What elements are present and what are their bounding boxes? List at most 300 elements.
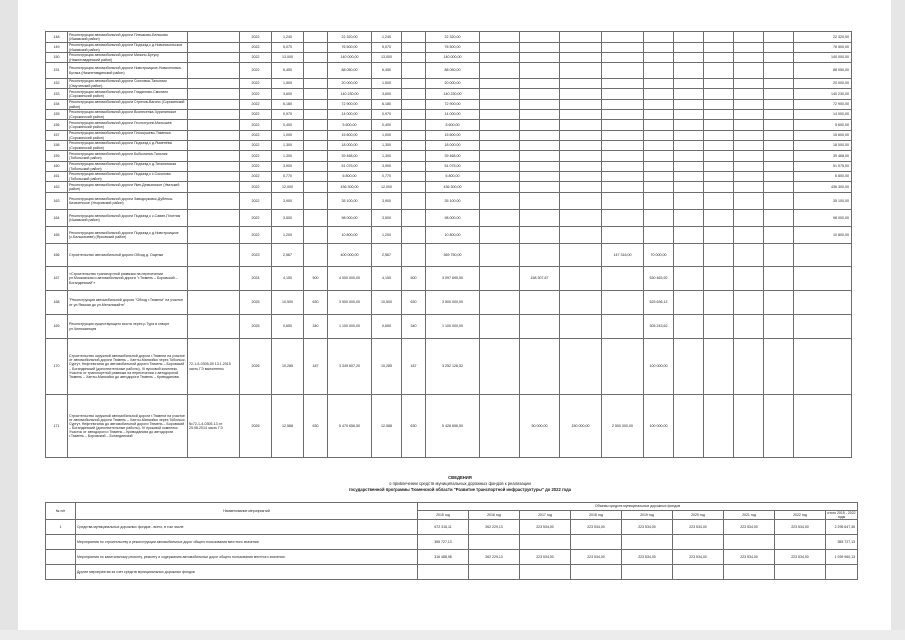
cell-empty-b [704,162,734,172]
cell-length-km-2: 0,770 [372,172,402,182]
cell-empty-c [734,79,764,89]
cell-empty-d [764,100,794,110]
cell-length-m: 500 [304,267,328,291]
cell-row-number: 157 [46,131,68,141]
cell-design-doc [188,131,240,141]
cell-empty-c [734,63,764,79]
cell-amount-a [520,315,560,339]
cell-empty-b [704,43,734,53]
summary-subtitle: о привлечении средств муниципальных дорожных фондов к реализации [389,481,531,486]
cell-length-m-2 [402,244,426,267]
cell-empty-c [734,120,764,131]
cell-amount-a [520,110,560,120]
cell-empty-d [764,395,794,458]
cell-length-km-2: 3,500 [372,210,402,227]
cell-empty-d [764,193,794,210]
summary-row-label: Другие мероприятия за счет средств муниципальных дорожных фондов [76,565,418,580]
cell-empty-d [764,141,794,151]
cell-amount-b [560,151,602,162]
cell-empty-a [480,210,520,227]
cell-amount-e [674,182,704,193]
cell-total: 88 050,00 [794,63,852,79]
cell-completion-year: 2022 [240,227,272,244]
project-row [46,120,852,131]
cell-amount-c [602,193,644,210]
cell-length-m [304,120,328,131]
cell-project-name: Реконструкция автомобильной дороги Подъезд к с.Савин-Плотник (Ишимский район) [68,210,188,227]
cell-financing: 369 750,00 [426,244,480,267]
cell-design-doc [188,172,240,182]
cell-length-m [304,32,328,43]
cell-financing: 3 097 695,50 [426,267,480,291]
cell-empty-a [480,141,520,151]
summary-year-header: 2017 год [520,511,571,520]
summary-row-number: 1 [46,520,76,535]
cell-empty-c [734,172,764,182]
cell-amount-b [560,315,602,339]
cell-amount-b [560,172,602,182]
cell-length-km: 6,450 [272,63,304,79]
cell-financing: 5 428 656,50 [426,395,480,458]
summary-year-amount: 223 534,00 [622,550,673,565]
cell-row-number: 149 [46,43,68,53]
cell-empty-d [764,120,794,131]
cell-amount-a [520,89,560,100]
cell-empty-c [734,267,764,291]
cell-length-m-2 [402,63,426,79]
cell-row-number: 156 [46,120,68,131]
cell-row-number: 154 [46,100,68,110]
cell-amount-b [560,244,602,267]
cell-length-km-2: 4,150 [372,267,402,291]
cell-amount-c [602,32,644,43]
cell-amount-b [560,267,602,291]
cell-project-name: Реконструкция автомобильной дороги Гладилово-Смолино (Сорокинский район) [68,89,188,100]
cell-length-m [304,79,328,89]
cell-empty-c [734,182,764,193]
road-projects-table [45,31,852,458]
cell-completion-year: 2022 [240,89,272,100]
cell-length-km: 13,000 [272,53,304,63]
cell-amount-e [674,244,704,267]
cell-amount-b [560,79,602,89]
cell-amount-d [644,227,674,244]
cell-estimated-cost: 15 600,00 [328,131,372,141]
cell-length-m [304,100,328,110]
cell-design-doc [188,43,240,53]
cell-completion-year: 2022 [240,120,272,131]
cell-amount-a [520,32,560,43]
cell-length-m-2 [402,162,426,172]
cell-length-km-2: 3,600 [372,89,402,100]
cell-length-m [304,227,328,244]
cell-row-number: 165 [46,227,68,244]
project-row [46,79,852,89]
project-row [46,395,852,458]
cell-amount-d [644,100,674,110]
summary-year-amount [775,535,826,550]
cell-amount-c [602,63,644,79]
cell-amount-a [520,151,560,162]
cell-amount-b [560,193,602,210]
cell-row-number: 168 [46,291,68,315]
summary-total-header: итого 2015 - 2022 годы [827,511,856,520]
cell-empty-b [704,193,734,210]
cell-amount-c [602,267,644,291]
project-row [46,43,852,53]
summary-row-number [46,535,76,550]
cell-completion-year: 2022 [240,110,272,120]
cell-total: 14 000,00 [794,110,852,120]
cell-amount-e [674,151,704,162]
project-row [46,315,852,339]
cell-length-m-2 [402,151,426,162]
cell-amount-b [560,63,602,79]
cell-length-m-2 [402,182,426,193]
cell-total: 76 500,00 [794,43,852,53]
cell-empty-a [480,131,520,141]
cell-amount-a: 158 307,67 [520,267,560,291]
cell-project-name: "Реконструкция автомобильной дороги "Обход г.Тюмени" на участке от ул.Ямская до ул.Мельникайте" [68,291,188,315]
cell-amount-b: 150 000,00 [560,395,602,458]
cell-length-m: 630 [304,291,328,315]
cell-empty-a [480,193,520,210]
cell-completion-year: 2022 [240,43,272,53]
cell-amount-a [520,162,560,172]
cell-length-km: 1,240 [272,32,304,43]
summary-year-amount [418,565,469,580]
cell-amount-c [602,315,644,339]
cell-empty-a [480,395,520,458]
summary-year-amount: 672 316,11 [418,520,469,535]
cell-amount-c [602,79,644,89]
cell-design-doc [188,182,240,193]
cell-amount-e [674,32,704,43]
cell-amount-d: 525 636,12 [644,291,674,315]
cell-estimated-cost: 140 230,00 [328,89,372,100]
summary-body [46,520,858,580]
cell-length-km-2: 13,000 [372,53,402,63]
cell-design-doc [188,120,240,131]
cell-total: 6 800,00 [794,172,852,182]
cell-length-m [304,151,328,162]
cell-amount-e [674,63,704,79]
cell-row-number: 167 [46,267,68,291]
project-row [46,63,852,79]
cell-completion-year: 2022 [240,141,272,151]
cell-empty-a [480,291,520,315]
cell-length-m [304,43,328,53]
cell-empty-b [704,79,734,89]
cell-empty-d [764,53,794,63]
cell-length-m-2 [402,53,426,63]
cell-amount-c [602,43,644,53]
cell-total: 10 800,00 [794,227,852,244]
project-row [46,100,852,110]
cell-length-km: 3,900 [272,193,304,210]
cell-amount-c [602,100,644,110]
cell-empty-c [734,315,764,339]
cell-design-doc [188,89,240,100]
cell-empty-a [480,63,520,79]
cell-length-m-2 [402,210,426,227]
cell-project-name: Реконструкция автомобильной дороги Заводоуковск-Дубенка-Кизаченское (Упоровский район) [68,193,188,210]
summary-year-amount [520,535,571,550]
cell-completion-year: 2022 [240,193,272,210]
cell-length-m-2: 630 [402,395,426,458]
cell-length-km-2: 1,300 [372,141,402,151]
cell-project-name: Реконструкция автомобильной дороги Ямп-Демьянское (Уватский район) [68,182,188,193]
cell-length-m-2: 500 [402,267,426,291]
cell-length-m-2: 340 [402,315,426,339]
cell-empty-b [704,120,734,131]
cell-estimated-cost: 4 000 000,00 [328,267,372,291]
cell-length-km-2: 12,000 [372,182,402,193]
cell-row-number: 171 [46,395,68,458]
summary-row-label: Мероприятия по строительству и реконструкции автомобильных дорог общего пользования местного значения [76,535,418,550]
cell-project-name: «Строительство транспортной развязки на пересечении ул.Московская и автомобильной дороги "г.Тюмень – Боровский – Богандинский"» [68,267,188,291]
cell-empty-b [704,141,734,151]
summary-title: СВЕДЕНИЯ [448,475,472,480]
cell-empty-a [480,89,520,100]
cell-total [794,267,852,291]
cell-empty-a [480,172,520,182]
cell-design-doc [188,193,240,210]
cell-length-m-2 [402,110,426,120]
cell-length-km-2: 0,400 [372,120,402,131]
cell-length-km-2: 5,070 [372,43,402,53]
cell-project-name: Реконструкция автомобильной дороги Плешково-Бельково (Ишимский район) [68,32,188,43]
cell-empty-a [480,32,520,43]
cell-completion-year: 2022 [240,63,272,79]
cell-length-m-2 [402,43,426,53]
summary-year-header: 2018 год [571,511,622,520]
cell-design-doc [188,110,240,120]
cell-design-doc [188,53,240,63]
project-row [46,227,852,244]
cell-amount-d [644,43,674,53]
cell-empty-c [734,32,764,43]
cell-empty-c [734,100,764,110]
cell-empty-d [764,267,794,291]
cell-amount-a [520,182,560,193]
summary-row [46,535,858,550]
cell-amount-b [560,43,602,53]
project-row [46,339,852,395]
cell-length-m [304,172,328,182]
cell-amount-c [602,120,644,131]
project-row [46,162,852,172]
cell-empty-a [480,53,520,63]
cell-amount-b [560,32,602,43]
cell-estimated-cost: 20 000,00 [328,79,372,89]
summary-row-label: Мероприятия по капитальному ремонту, ремонту и содержанию автомобильных дорог общего пользования местного значения [76,550,418,565]
cell-empty-d [764,89,794,100]
cell-empty-c [734,210,764,227]
cell-empty-a [480,244,520,267]
cell-empty-c [734,395,764,458]
cell-completion-year: 2025 [240,315,272,339]
cell-amount-b [560,227,602,244]
cell-project-name: Реконструкция автомобильной дороги Подъезд к д.Ячменёва (Сорокинский район) [68,141,188,151]
cell-length-m [304,162,328,172]
cell-length-km: 6,180 [272,100,304,110]
cell-amount-c [602,291,644,315]
summary-row-label: Средства муниципальных дорожных фондов - всего, в том числе: [76,520,418,535]
cell-completion-year: 2022 [240,210,272,227]
cell-design-doc: №72-1-4-0305-13 от 25.08.2014 часть ГЭ [188,395,240,458]
cell-empty-d [764,79,794,89]
project-row [46,172,852,182]
cell-financing: 3 500 000,00 [426,291,480,315]
cell-amount-e [674,210,704,227]
cell-length-km: 0,400 [272,120,304,131]
cell-length-m-2 [402,79,426,89]
project-row [46,291,852,315]
cell-amount-e [674,110,704,120]
cell-length-km-2: 1,500 [372,79,402,89]
cell-amount-b [560,131,602,141]
cell-length-m-2 [402,193,426,210]
cell-length-km: 0,970 [272,110,304,120]
cell-amount-e [674,291,704,315]
cell-amount-c: 147 316,00 [602,244,644,267]
cell-completion-year: 2022 [240,79,272,89]
cell-row-number: 153 [46,89,68,100]
cell-empty-d [764,162,794,172]
cell-project-name: Реконструкция автомобильной дороги Подъезд к д.Новотроицкое (с.Балыкачеве) (Ярковский район) [68,227,188,244]
cell-empty-a [480,227,520,244]
cell-empty-b [704,151,734,162]
cell-amount-d [644,141,674,151]
cell-length-km-2: 1,240 [372,32,402,43]
cell-estimated-cost: 35 100,00 [328,193,372,210]
cell-amount-d [644,151,674,162]
summary-year-amount: 223 534,00 [724,550,775,565]
cell-length-km-2: 0,650 [372,315,402,339]
cell-amount-d: 100 000,00 [644,395,674,458]
cell-length-km: 1,300 [272,141,304,151]
cell-design-doc [188,244,240,267]
cell-amount-d [644,210,674,227]
cell-length-km: 1,000 [272,131,304,141]
cell-length-km: 3,600 [272,89,304,100]
cell-empty-a [480,79,520,89]
cell-empty-c [734,162,764,172]
cell-empty-a [480,182,520,193]
cell-length-m: 630 [304,395,328,458]
cell-length-km-2: 1,300 [372,151,402,162]
cell-estimated-cost: 140 000,00 [328,53,372,63]
summary-year-amount [571,535,622,550]
cell-empty-c [734,227,764,244]
cell-project-name: Реконструкция автомобильной дороги Вознесенка-Чурилинское (Сорокинский район) [68,110,188,120]
cell-length-km-2: 3,900 [372,162,402,172]
cell-completion-year: 2022 [240,131,272,141]
summary-year-amount: 223 534,00 [673,550,724,565]
cell-project-name: Реконструкция автомобильной дороги Мизоно-Бутусу (Нижнетавдинский район) [68,53,188,63]
cell-empty-a [480,100,520,110]
cell-amount-c [602,110,644,120]
cell-estimated-cost: 51 075,00 [328,162,372,172]
cell-amount-d [644,63,674,79]
cell-estimated-cost: 1 100 000,00 [328,315,372,339]
cell-amount-e [674,131,704,141]
cell-amount-b [560,53,602,63]
cell-row-number: 169 [46,315,68,339]
cell-length-m [304,244,328,267]
cell-length-m-2 [402,141,426,151]
cell-empty-b [704,315,734,339]
summary-year-amount: 223 534,00 [622,520,673,535]
summary-col-name: Наименование мероприятий [76,503,418,520]
summary-row-number [46,565,76,580]
cell-project-name: Реконструкция автомобильной дороги Подъезд к д.Тиханинская (Тобольский район) [68,162,188,172]
cell-length-m-2 [402,227,426,244]
project-row [46,210,852,227]
cell-estimated-cost: 98 000,00 [328,210,372,227]
cell-empty-d [764,339,794,395]
cell-length-m-2 [402,89,426,100]
cell-empty-d [764,244,794,267]
cell-empty-b [704,110,734,120]
cell-amount-d [644,53,674,63]
cell-amount-e [674,89,704,100]
cell-row-number: 155 [46,110,68,120]
cell-amount-e [674,53,704,63]
cell-empty-b [704,244,734,267]
summary-year-amount: 316 488,98 [418,550,469,565]
cell-financing: 35 100,00 [426,193,480,210]
summary-year-header: 2016 год [469,511,520,520]
cell-amount-a [520,79,560,89]
summary-year-header: 2020 год [673,511,724,520]
cell-total: 51 075,00 [794,162,852,172]
cell-amount-c [602,172,644,182]
summary-year-amount: 262 229,13 [469,520,520,535]
cell-empty-d [764,32,794,43]
cell-financing: 15 600,00 [426,131,480,141]
cell-amount-b [560,182,602,193]
summary-row-total: 1 939 960,13 [826,550,858,565]
project-row [46,141,852,151]
cell-amount-d [644,79,674,89]
cell-project-name: Реконструкция автомобильной дороги Сосновка-Тальники (Омутинский район) [68,79,188,89]
cell-project-name: Реконструкция автомобильной дороги Геологгусев-Малышев (Сорокинский район) [68,120,188,131]
cell-empty-d [764,151,794,162]
summary-year-amount [724,565,775,580]
cell-length-km: 12,588 [272,395,304,458]
cell-financing: 20 000,00 [426,79,480,89]
road-fund-summary-table [45,502,858,580]
cell-amount-e [674,162,704,172]
cell-length-km: 1,500 [272,79,304,89]
cell-amount-e [674,339,704,395]
cell-amount-e [674,43,704,53]
summary-year-amount [622,565,673,580]
cell-design-doc [188,79,240,89]
cell-amount-d [644,131,674,141]
cell-amount-b [560,120,602,131]
cell-length-m [304,193,328,210]
cell-total [794,339,852,395]
cell-financing: 51 075,00 [426,162,480,172]
cell-length-m-2 [402,100,426,110]
cell-design-doc [188,162,240,172]
cell-design-doc [188,210,240,227]
cell-length-km-2: 6,180 [372,100,402,110]
cell-amount-c [602,131,644,141]
